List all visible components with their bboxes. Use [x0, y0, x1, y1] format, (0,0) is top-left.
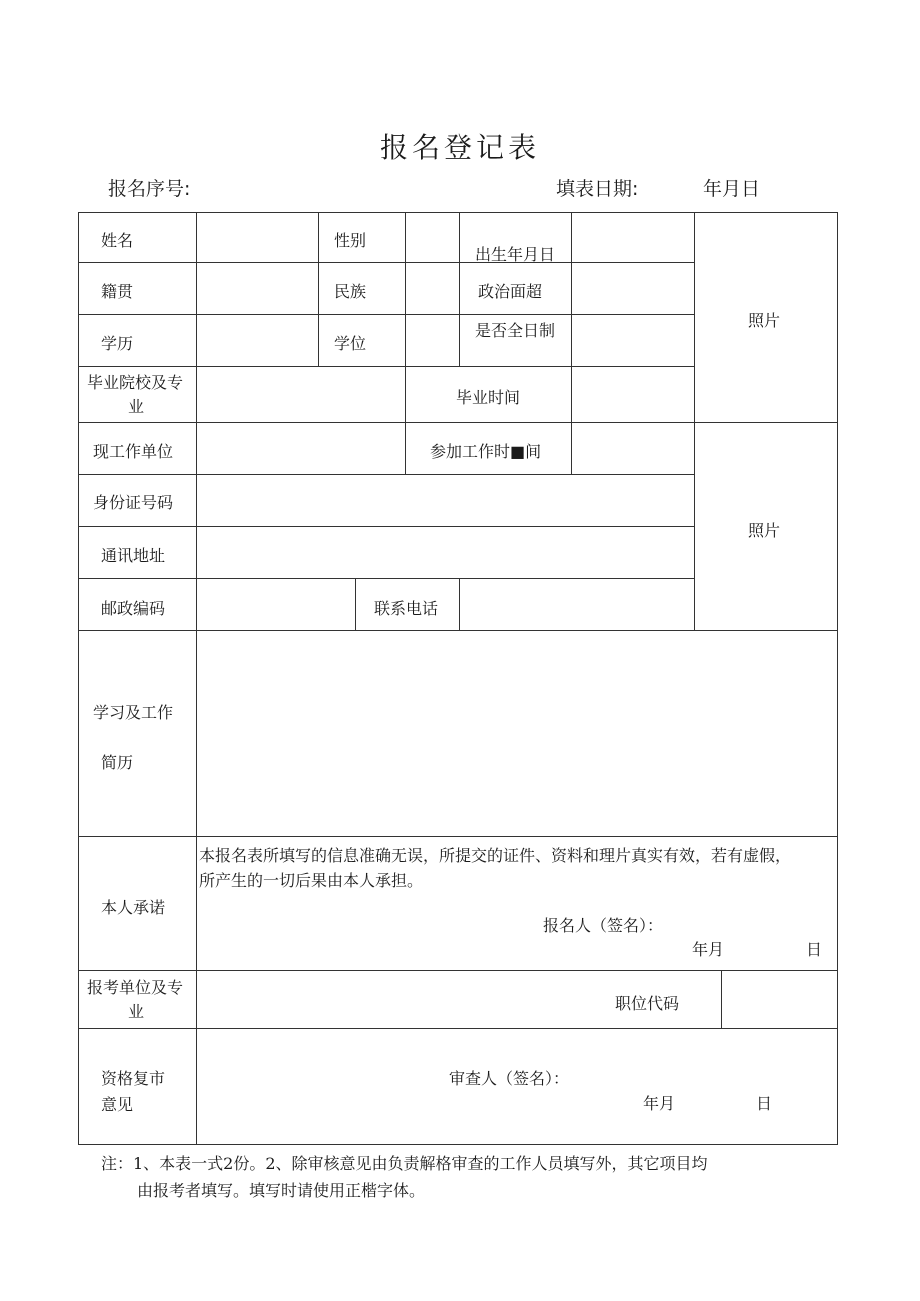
political-status-label: 政治面超	[478, 282, 543, 301]
form-title: 报名登记表	[379, 131, 540, 164]
phone-label: 联系电话	[374, 599, 439, 618]
commitment-label: 本人承诺	[101, 898, 166, 917]
native-place-label: 籍贯	[101, 282, 134, 301]
graduation-time-label: 毕业时间	[456, 388, 521, 407]
position-code-label: 职位代码	[615, 994, 680, 1013]
ethnicity-label: 民族	[334, 282, 367, 301]
graduate-school-label-cont: 业	[128, 397, 145, 416]
apply-unit-label-cont: 业	[128, 1002, 145, 1021]
review-opinion-label-cont: 意见	[101, 1095, 134, 1114]
commitment-text-line1: 本报名表所填写的信息准确无误，所提交的证件、资料和理片真实有效，若有虚假，	[199, 846, 792, 865]
birth-date-label: 出生年月日	[475, 245, 556, 264]
photo-label-2: 照片	[748, 521, 781, 540]
reviewer-sign-day: 日	[756, 1094, 773, 1113]
name-label: 姓名	[101, 231, 134, 250]
serial-number-label: 报名序号:	[108, 178, 191, 200]
gender-label: 性别	[334, 231, 367, 250]
resume-label: 学习及工作	[93, 703, 174, 722]
degree-label: 学位	[334, 334, 367, 353]
reviewer-signature-label: 审查人（签名）：	[449, 1069, 570, 1088]
review-opinion-label: 资格复市	[101, 1069, 166, 1088]
postcode-label: 邮政编码	[101, 599, 166, 618]
applicant-signature-label: 报名人（签名）：	[543, 916, 664, 935]
reviewer-sign-year-month: 年月	[643, 1094, 676, 1113]
footnote-line2: 由报考者填写。填写时请使用正楷字体。	[137, 1181, 426, 1200]
commitment-text-line2: 所产生的一切后果由本人承担。	[199, 871, 424, 890]
applicant-sign-day: 日	[806, 940, 823, 959]
id-number-label: 身份证号码	[93, 493, 174, 512]
full-time-label: 是否全日制	[475, 321, 556, 340]
applicant-sign-year-month: 年月	[692, 940, 725, 959]
fill-date-value: 年月日	[703, 178, 761, 200]
fill-date-label: 填表日期:	[556, 178, 639, 200]
apply-unit-label: 报考单位及专	[87, 978, 184, 997]
address-label: 通讯地址	[101, 546, 166, 565]
resume-label-cont: 简历	[101, 753, 134, 772]
current-workplace-label: 现工作单位	[93, 442, 174, 461]
education-label: 学历	[101, 334, 134, 353]
photo-label-1: 照片	[748, 311, 781, 330]
graduate-school-label: 毕业院校及专	[87, 373, 184, 392]
work-start-time-label: 参加工作时■间	[430, 442, 542, 461]
footnote-line1: 注：1、本表一式2份。2、除审核意见由负责解格审查的工作人员填写外，其它项目均	[101, 1154, 708, 1173]
